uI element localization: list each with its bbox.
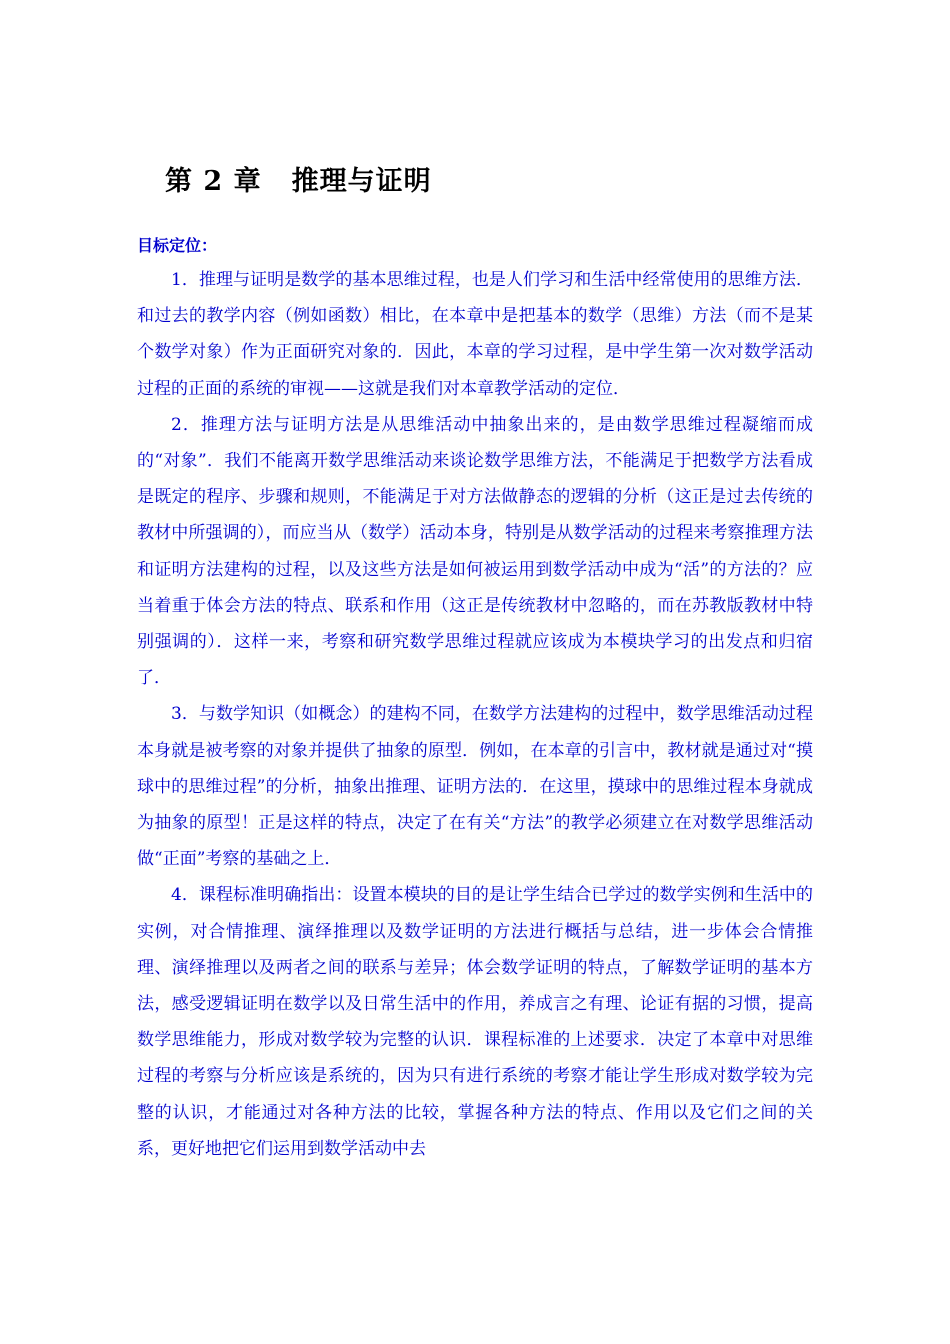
chapter-title	[165, 160, 432, 204]
paragraph-4: 4．课程标准明确指出：设置本模块的目的是让学生结合已学过的数学实例和生活中的实例，对合情推理、演绎推理以及数学证明的方法进行概括与总结，进一步体会合情推理、演绎推理以及两者之间的联系与差异；体会数学证明的特点，了解数学证明的基本方法，感受逻辑证明在数学以及日常生活中的作用，养成言之有理、论证有据的习惯，提高数学思维能力，形成对数学较为完整的认识．课程标准的上述要求．决定了本章中对思维过程的考察与分析应该是系统的，因为只有进行系统的考察才能让学生形成对数学较为完整的认识，才能通过对各种方法的比较，掌握各种方法的特点、作用以及它们之间的关系，更好地把它们运用到数学活动中去	[137, 885, 813, 1159]
paragraph-3: 3．与数学知识（如概念）的建构不同，在数学方法建构的过程中，数学思维活动过程本身就是被考察的对象并提供了抽象的原型．例如，在本章的引言中，教材就是通过对“摸球中的思维过程”的分析，抽象出推理、证明方法的．在这里，摸球中的思维过程本身就成为抽象的原型！正是这样的特点，决定了在有关“方法”的教学必须建立在对数学思维活动做“正面”考察的基础之上．	[137, 704, 813, 870]
paragraph-1: 1．推理与证明是数学的基本思维过程，也是人们学习和生活中经常使用的思维方法．和过去的教学内容（例如函数）相比，在本章中是把基本的数学（思维）方法（而不是某个数学对象）作为正面研究对象的．因此，本章的学习过程，是中学生第一次对数学活动过程的正面的系统的审视——这就是我们对本章教学活动的定位．	[137, 270, 813, 399]
paragraph-2: 2．推理方法与证明方法是从思维活动中抽象出来的，是由数学思维过程凝缩而成的“对象”．我们不能离开数学思维活动来谈论数学思维方法，不能满足于把数学方法看成是既定的程序、步骤和规则，不能满足于对方法做静态的逻辑的分析（这正是过去传统的教材中所强调的），而应当从（数学）活动本身，特别是从数学活动的过程来考察推理方法和证明方法建构的过程，以及这些方法是如何被运用到数学活动中成为“活”的方法的？应当着重于体会方法的特点、联系和作用（这正是传统教材中忽略的，而在苏教版教材中特别强调的）．这样一来，考察和研究数学思维过程就应该成为本模块学习的出发点和归宿了．	[137, 414, 813, 689]
chapter-name: 推理与证明	[291, 166, 432, 197]
body-text	[137, 262, 813, 1167]
chapter-number: 第 2 章	[165, 166, 262, 197]
section-heading: 目标定位：	[137, 236, 218, 255]
